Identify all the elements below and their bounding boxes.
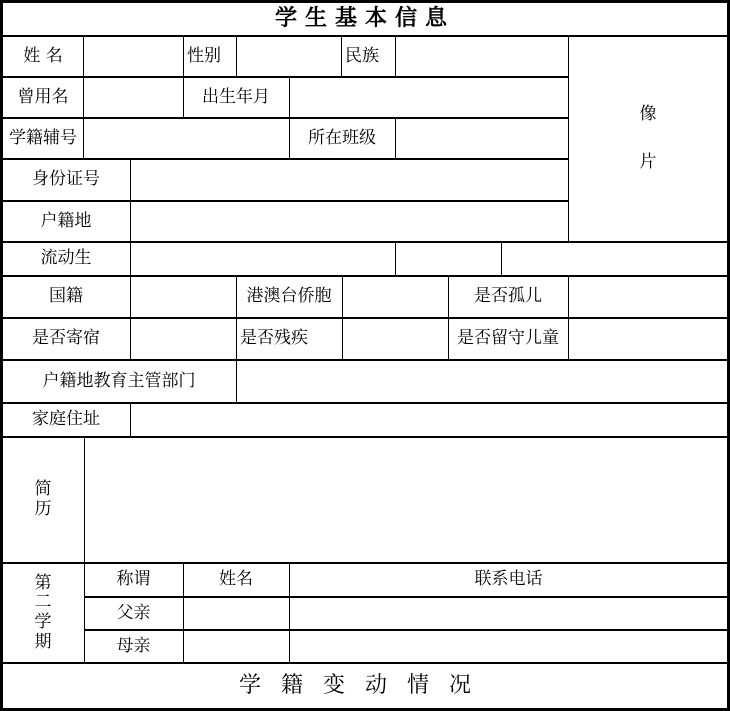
hline bbox=[0, 241, 730, 243]
name-label: 姓 名 bbox=[23, 45, 63, 66]
vline bbox=[501, 242, 502, 276]
semester-char-3: 学 bbox=[34, 612, 52, 632]
resume-label-2: 历 bbox=[34, 499, 52, 519]
vline bbox=[568, 36, 569, 242]
mother-name-field[interactable] bbox=[183, 630, 289, 663]
vline bbox=[236, 36, 237, 77]
hline bbox=[0, 117, 569, 119]
father-label: 父亲 bbox=[116, 602, 151, 623]
hline bbox=[0, 359, 730, 361]
father-name-field[interactable] bbox=[183, 597, 289, 630]
migrant-field-3[interactable] bbox=[501, 242, 728, 276]
border-top bbox=[0, 0, 730, 3]
vline bbox=[183, 36, 184, 118]
migrant-field[interactable] bbox=[130, 242, 395, 276]
disabled-field[interactable] bbox=[342, 318, 448, 360]
ethnicity-field[interactable] bbox=[395, 36, 568, 77]
address-label: 家庭住址 bbox=[32, 409, 100, 430]
hline bbox=[0, 436, 730, 438]
ethnicity-label: 民族 bbox=[345, 45, 379, 66]
hline bbox=[0, 158, 569, 160]
household-label: 户籍地 bbox=[40, 210, 92, 231]
photo-label-2: 片 bbox=[639, 152, 657, 172]
id-number-label: 身份证号 bbox=[32, 169, 100, 190]
mother-phone-field[interactable] bbox=[289, 630, 728, 663]
boarding-label: 是否寄宿 bbox=[32, 328, 100, 349]
former-name-field[interactable] bbox=[84, 77, 183, 118]
vline bbox=[568, 276, 569, 360]
left-behind-label: 是否留守儿童 bbox=[457, 328, 559, 349]
student-id-label: 学籍辅号 bbox=[9, 127, 77, 148]
vline bbox=[395, 118, 396, 159]
overseas-chinese-label: 港澳台侨胞 bbox=[246, 286, 332, 307]
vline bbox=[236, 276, 237, 403]
former-name-label: 曾用名 bbox=[17, 86, 69, 107]
hline bbox=[84, 596, 730, 598]
mother-label: 母亲 bbox=[116, 635, 151, 656]
migrant-label: 流动生 bbox=[40, 248, 92, 269]
vline bbox=[183, 563, 184, 663]
gender-field[interactable] bbox=[236, 36, 341, 77]
orphan-label: 是否孤儿 bbox=[474, 286, 542, 307]
hline bbox=[0, 35, 730, 37]
hline bbox=[84, 629, 730, 631]
household-field[interactable] bbox=[130, 201, 568, 242]
nationality-field[interactable] bbox=[130, 276, 236, 318]
hline bbox=[0, 200, 569, 202]
vline bbox=[84, 437, 85, 663]
hline bbox=[0, 402, 730, 404]
student-id-field[interactable] bbox=[84, 118, 289, 159]
orphan-field[interactable] bbox=[568, 276, 728, 318]
photo-box bbox=[568, 36, 728, 242]
id-number-field[interactable] bbox=[130, 159, 568, 201]
semester-char-2: 二 bbox=[34, 592, 52, 613]
vline bbox=[341, 36, 342, 77]
hline bbox=[0, 562, 730, 564]
relation-header: 称谓 bbox=[116, 569, 151, 590]
contact-name-header: 姓名 bbox=[219, 569, 253, 590]
vline bbox=[289, 77, 290, 159]
address-field[interactable] bbox=[130, 403, 728, 437]
vline bbox=[130, 159, 131, 360]
border-left bbox=[0, 0, 3, 711]
vline bbox=[83, 36, 84, 159]
name-field[interactable] bbox=[84, 36, 183, 77]
semester-char-1: 第 bbox=[34, 572, 52, 593]
class-label: 所在班级 bbox=[308, 127, 376, 148]
semester-label bbox=[2, 563, 84, 663]
vline bbox=[342, 276, 343, 360]
form-title: 学生基本信息 bbox=[274, 5, 455, 32]
vline bbox=[395, 36, 396, 77]
vline bbox=[289, 563, 290, 663]
nationality-label: 国籍 bbox=[49, 286, 83, 307]
edu-dept-field[interactable] bbox=[236, 360, 728, 403]
left-behind-field[interactable] bbox=[568, 318, 728, 360]
resume-label-1: 简 bbox=[34, 479, 52, 500]
boarding-field[interactable] bbox=[130, 318, 236, 360]
hline bbox=[0, 662, 730, 664]
disabled-label: 是否残疾 bbox=[240, 328, 308, 349]
gender-label: 性别 bbox=[187, 45, 221, 66]
father-phone-field[interactable] bbox=[289, 597, 728, 630]
photo-label-1: 像 bbox=[639, 104, 657, 125]
resume-field[interactable] bbox=[84, 437, 728, 563]
vline bbox=[130, 403, 131, 437]
status-change-title: 学籍变动情况 bbox=[238, 673, 491, 699]
overseas-chinese-field[interactable] bbox=[342, 276, 448, 318]
birth-date-field[interactable] bbox=[289, 77, 568, 118]
resume-label bbox=[2, 437, 84, 563]
class-field[interactable] bbox=[395, 118, 568, 159]
semester-char-4: 期 bbox=[34, 631, 52, 652]
vline bbox=[448, 276, 449, 360]
hline bbox=[0, 76, 569, 78]
birth-date-label: 出生年月 bbox=[202, 86, 270, 107]
hline bbox=[0, 317, 730, 319]
migrant-field-2[interactable] bbox=[395, 242, 501, 276]
phone-header: 联系电话 bbox=[474, 569, 543, 590]
hline bbox=[0, 275, 730, 277]
vline bbox=[395, 242, 396, 276]
edu-dept-label: 户籍地教育主管部门 bbox=[42, 370, 196, 391]
